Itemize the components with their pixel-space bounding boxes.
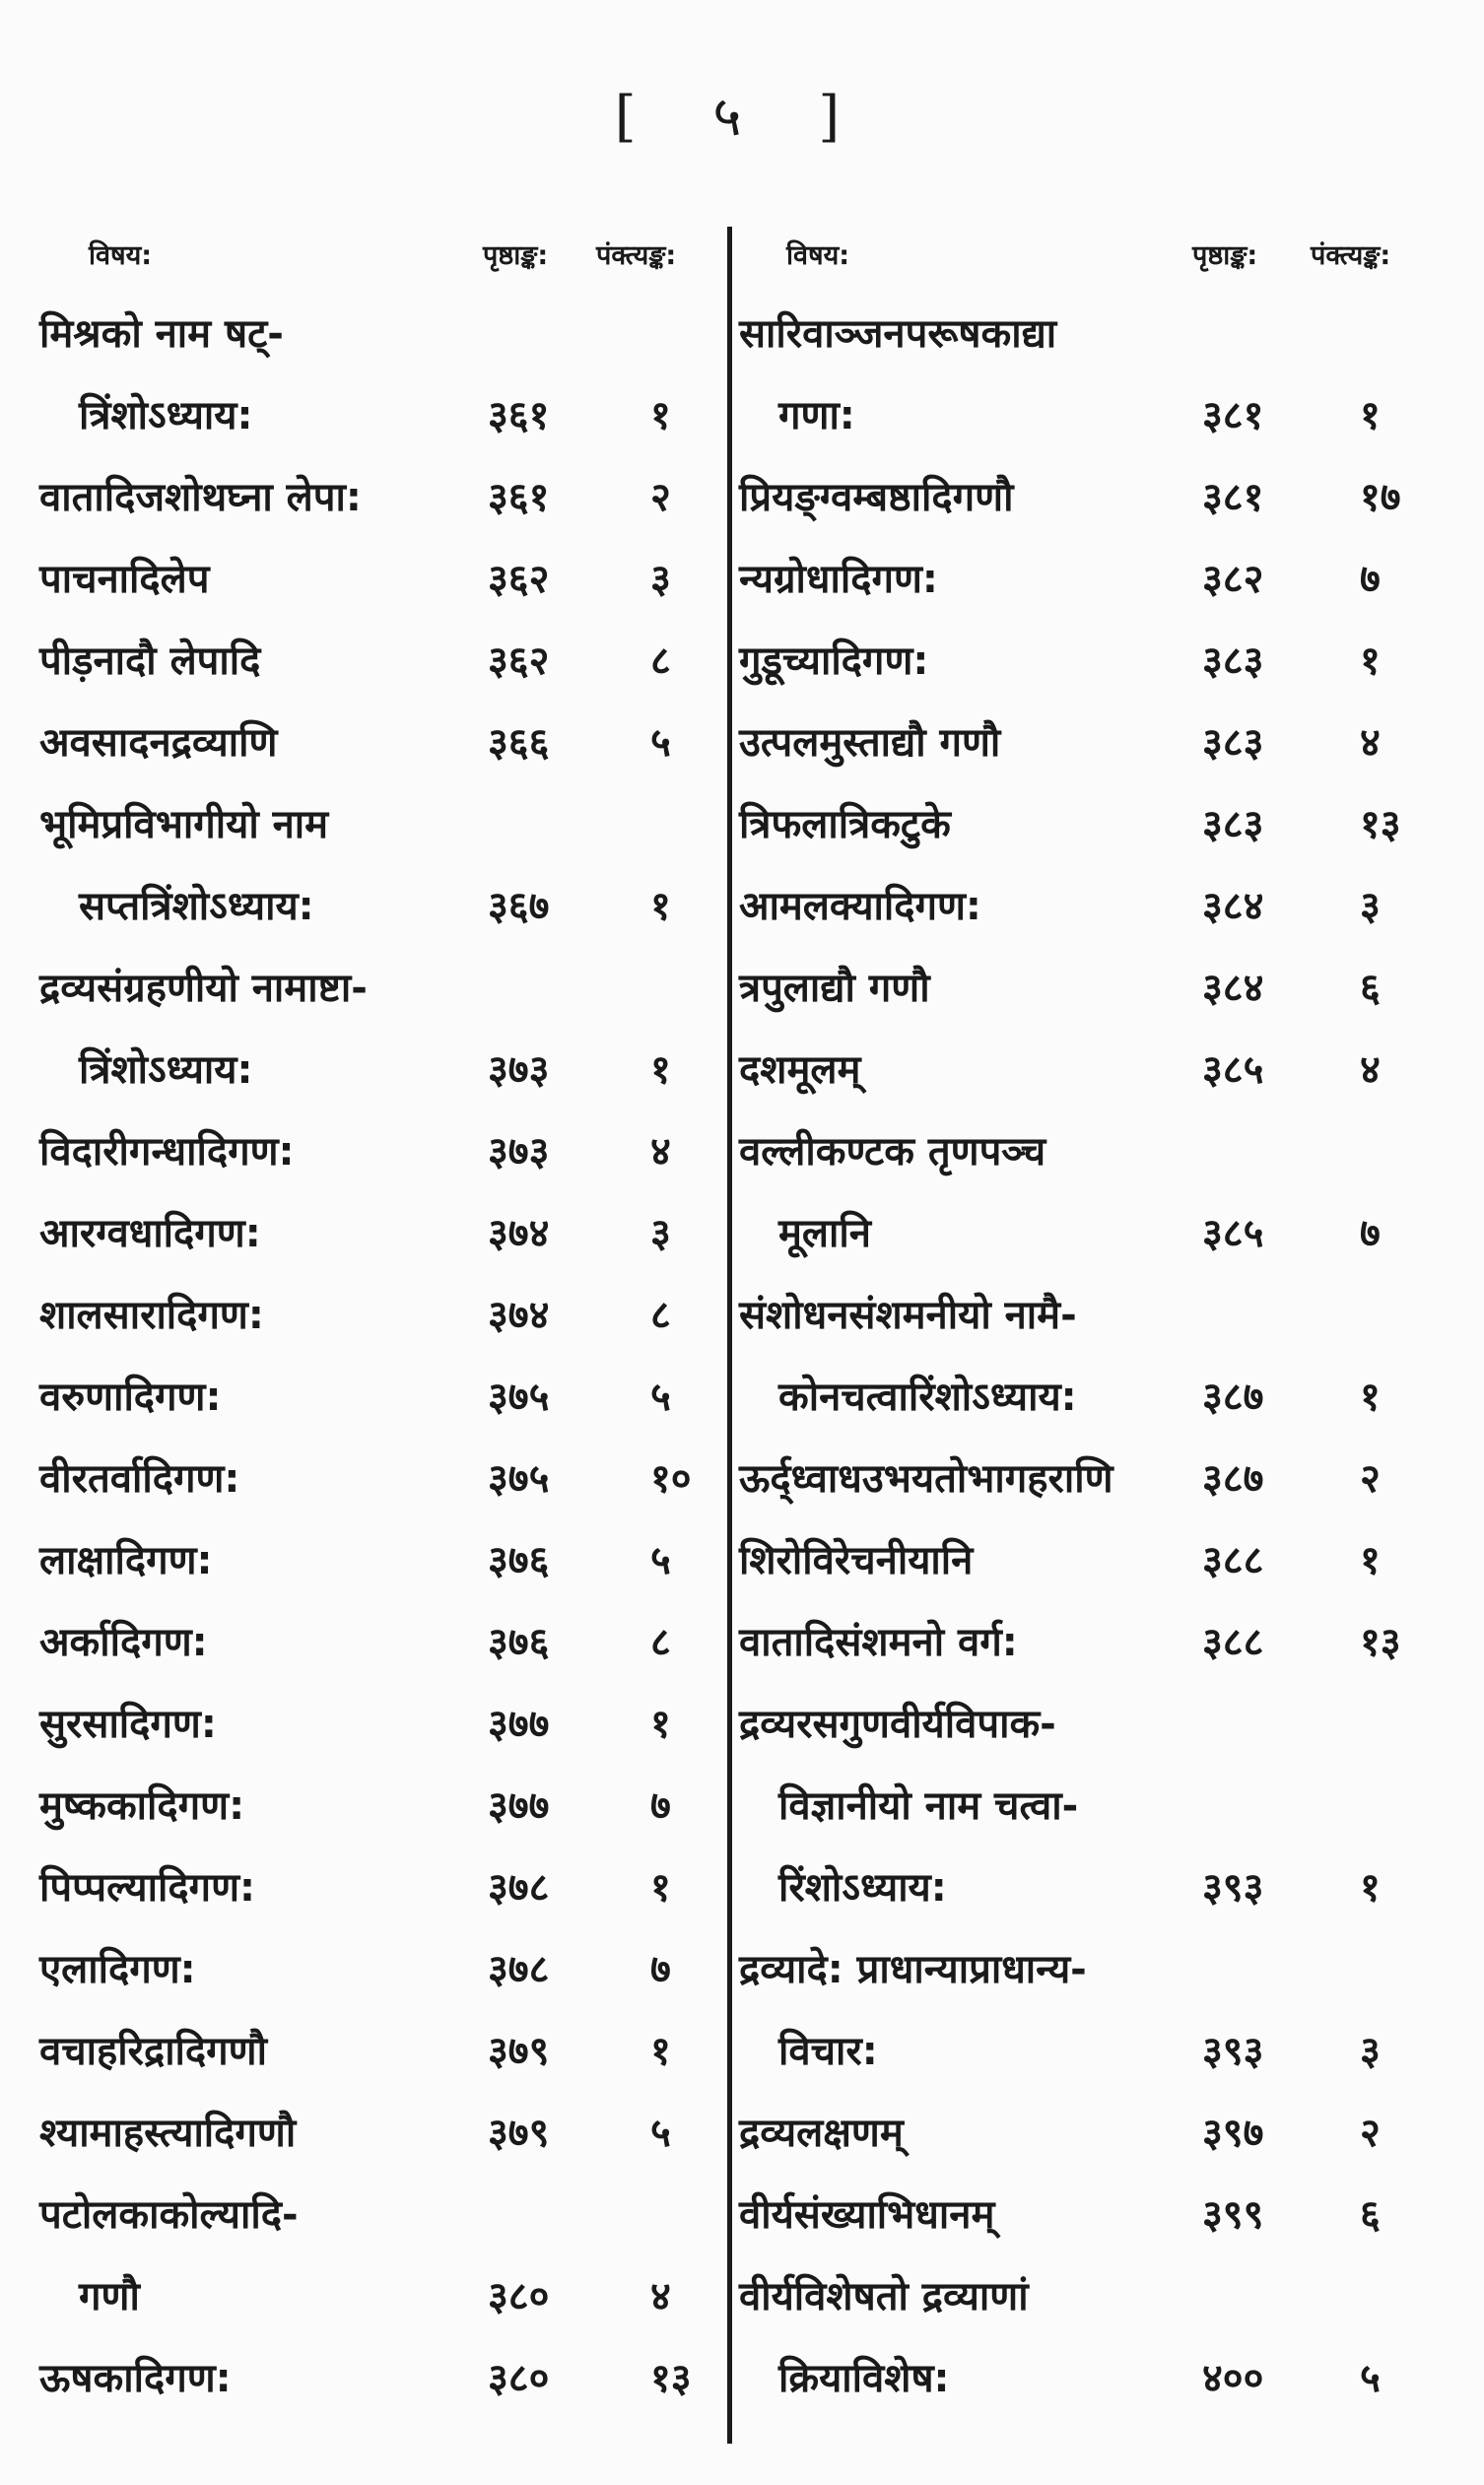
entry-topic: त्रिंशोऽध्याय: — [79, 1047, 253, 1093]
toc-entry — [739, 1354, 1458, 1436]
entry-topic: कोनचत्वारिंशोऽध्याय: — [778, 1375, 1077, 1420]
toc-entry — [39, 1354, 719, 1436]
entry-page: ३७७ — [488, 1702, 550, 1747]
toc-entry — [39, 863, 719, 945]
toc-entry — [39, 2008, 719, 2090]
entry-page: ३८० — [488, 2274, 550, 2319]
toc-entry — [39, 1517, 719, 1599]
entry-topic: मिश्रको नाम षट्- — [39, 311, 284, 357]
toc-entry — [739, 1027, 1458, 1108]
entry-topic: गुडूच्यादिगण: — [739, 638, 929, 684]
entry-topic: द्रव्यरसगुणवीर्यविपाक- — [739, 1702, 1056, 1747]
entry-line: ४ — [650, 1129, 671, 1175]
entry-page: ३६१ — [488, 393, 550, 438]
entry-page: ३८१ — [1202, 475, 1264, 520]
entry-topic: गणौ — [79, 2274, 140, 2319]
toc-entry — [739, 700, 1458, 781]
entry-topic: मुष्ककादिगण: — [39, 1783, 245, 1829]
entry-page: ३७५ — [488, 1375, 550, 1420]
entry-page: ३७५ — [488, 1456, 550, 1502]
entry-topic: सुरसादिगण: — [39, 1702, 217, 1747]
toc-entry — [39, 2253, 719, 2335]
toc-entry — [739, 291, 1458, 372]
entry-topic: द्रव्यसंग्रहणीयो नामाष्टा- — [39, 966, 368, 1011]
toc-entry — [739, 536, 1458, 618]
toc-entry — [739, 2008, 1458, 2090]
entry-topic: भूमिप्रविभागीयो नाम — [39, 802, 329, 847]
toc-entry — [739, 1681, 1458, 1763]
toc-entry — [739, 2172, 1458, 2253]
entry-page: ३७९ — [488, 2029, 550, 2074]
entry-line: ३ — [1360, 884, 1381, 929]
page-header: पृष्ठाङ्क: — [1192, 240, 1258, 271]
entry-topic: अर्कादिगण: — [39, 1620, 208, 1665]
page-header: पृष्ठाङ्क: — [483, 240, 549, 271]
entry-topic: रिंशोऽध्याय: — [778, 1865, 947, 1911]
toc-entry — [39, 1926, 719, 2008]
toc-entry — [39, 618, 719, 700]
entry-page: ३७७ — [488, 1783, 550, 1829]
toc-entry — [39, 945, 719, 1027]
toc-entry — [739, 2335, 1458, 2417]
entry-page: ३८५ — [1202, 1211, 1264, 1256]
entry-page: ४०० — [1202, 2356, 1264, 2401]
entry-topic: लाक्षादिगण: — [39, 1538, 213, 1583]
entry-topic: विदारीगन्धादिगण: — [39, 1129, 295, 1175]
entry-page: ३७६ — [488, 1538, 550, 1583]
entry-page: ३६१ — [488, 475, 550, 520]
toc-entry — [739, 1845, 1458, 1926]
entry-line: ४ — [650, 2274, 671, 2319]
toc-entry — [39, 1108, 719, 1190]
toc-entry — [739, 1926, 1458, 2008]
column-header — [739, 222, 1458, 291]
entry-line: १ — [650, 884, 671, 929]
entry-line: ७ — [650, 1783, 671, 1829]
column-header — [39, 222, 719, 291]
toc-entry — [739, 454, 1458, 536]
entry-page: ३७३ — [488, 1047, 550, 1093]
entry-topic: प्रियङ्ग्वम्बष्ठादिगणौ — [739, 475, 1014, 520]
entry-topic: विज्ञानीयो नाम चत्वा- — [778, 1783, 1079, 1829]
toc-list — [739, 291, 1458, 2417]
entry-topic: वीर्यसंख्याभिधानम् — [739, 2192, 995, 2238]
entry-line: ४ — [1360, 1047, 1381, 1093]
toc-entry — [39, 1272, 719, 1354]
toc-entry — [739, 1108, 1458, 1190]
entry-topic: वल्लीकण्टक तृणपञ्च — [739, 1129, 1046, 1175]
right-column — [739, 222, 1458, 2417]
entry-topic: दशमूलम् — [739, 1047, 861, 1093]
toc-entry — [39, 372, 719, 454]
entry-line: १ — [1360, 393, 1381, 438]
toc-entry — [739, 863, 1458, 945]
toc-entry — [739, 1599, 1458, 1681]
toc-entry — [39, 454, 719, 536]
entry-line: ५ — [650, 2111, 671, 2156]
entry-topic: सप्तत्रिंशोऽध्याय: — [79, 884, 314, 929]
toc-entry — [39, 2335, 719, 2417]
entry-topic: ऊर्द्ध्वाधउभयतोभागहराणि — [739, 1456, 1113, 1502]
toc-entry — [39, 1599, 719, 1681]
entry-page: ३७४ — [488, 1293, 550, 1338]
toc-entry — [39, 1845, 719, 1926]
entry-topic: पीड़नादौ लेपादि — [39, 638, 261, 684]
entry-page: ३८७ — [1202, 1375, 1264, 1420]
toc-entry — [739, 1190, 1458, 1272]
entry-line: १ — [1360, 1538, 1381, 1583]
toc-entry — [39, 2090, 719, 2172]
entry-topic: मूलानि — [778, 1211, 871, 1256]
entry-line: १ — [650, 1047, 671, 1093]
entry-line: २ — [650, 475, 671, 520]
entry-topic: द्रव्यादे: प्राधान्याप्राधान्य- — [739, 1947, 1087, 1992]
entry-line: १ — [1360, 1865, 1381, 1911]
toc-entry — [39, 1190, 719, 1272]
entry-line: १७ — [1360, 475, 1401, 520]
entry-page: ३७६ — [488, 1620, 550, 1665]
toc-list — [39, 291, 719, 2417]
entry-line: ७ — [1360, 557, 1381, 602]
entry-page: ३७९ — [488, 2111, 550, 2156]
entry-topic: पटोलकाकोल्यादि- — [39, 2192, 299, 2238]
toc-entry — [39, 291, 719, 372]
entry-line: ६ — [1360, 2192, 1381, 2238]
entry-page: ३९७ — [1202, 2111, 1264, 2156]
entry-topic: संशोधनसंशमनीयो नामै- — [739, 1293, 1077, 1338]
entry-page: ३८० — [488, 2356, 550, 2401]
entry-line: १ — [1360, 1375, 1381, 1420]
entry-page: ३९९ — [1202, 2192, 1264, 2238]
entry-line: ५ — [650, 1538, 671, 1583]
entry-line: ७ — [650, 1947, 671, 1992]
entry-topic: शिरोविरेचनीयानि — [739, 1538, 974, 1583]
entry-line: १ — [1360, 638, 1381, 684]
entry-line: ३ — [650, 557, 671, 602]
toc-entry — [739, 1272, 1458, 1354]
entry-topic: न्यग्रोधादिगण: — [739, 557, 938, 602]
entry-line: ३ — [1360, 2029, 1381, 2074]
entry-topic: वरुणादिगण: — [39, 1375, 222, 1420]
entry-page: ३९३ — [1202, 2029, 1264, 2074]
entry-topic: गणा: — [778, 393, 855, 438]
entry-page: ३७८ — [488, 1947, 550, 1992]
entry-page: ३६६ — [488, 720, 550, 766]
toc-entry — [739, 1436, 1458, 1517]
toc-entry — [39, 1027, 719, 1108]
toc-entry — [739, 372, 1458, 454]
entry-line: १ — [650, 1702, 671, 1747]
line-header: पंक्त्यङ्क: — [1311, 240, 1391, 271]
entry-topic: त्रपुलाद्यौ गणौ — [739, 966, 930, 1011]
entry-page: ३८२ — [1202, 557, 1264, 602]
entry-topic: पाचनादिलेप — [39, 557, 210, 602]
toc-entry — [39, 700, 719, 781]
entry-page: ३७८ — [488, 1865, 550, 1911]
entry-line: ५ — [1360, 2356, 1381, 2401]
entry-topic: सारिवाञ्जनपरूषकाद्या — [739, 311, 1057, 357]
entry-line: २ — [1360, 1456, 1381, 1502]
entry-line: ८ — [650, 1620, 671, 1665]
toc-entry — [39, 2172, 719, 2253]
entry-line: १३ — [1360, 1620, 1401, 1665]
toc-entry — [39, 1436, 719, 1517]
entry-line: ५ — [650, 720, 671, 766]
toc-entry — [739, 1763, 1458, 1845]
entry-line: १३ — [1360, 802, 1401, 847]
toc-entry — [39, 1763, 719, 1845]
entry-topic: द्रव्यलक्षणम् — [739, 2111, 904, 2156]
entry-page: ३८३ — [1202, 802, 1264, 847]
column-divider — [727, 227, 732, 2444]
entry-line: ४ — [1360, 720, 1381, 766]
entry-topic: आमलक्यादिगण: — [739, 884, 981, 929]
entry-line: ८ — [650, 1293, 671, 1338]
toc-entry — [739, 1517, 1458, 1599]
entry-page: ३८५ — [1202, 1047, 1264, 1093]
entry-topic: आरग्वधादिगण: — [39, 1211, 261, 1256]
entry-line: ७ — [1360, 1211, 1381, 1256]
entry-topic: श्यामाहस्त्यादिगणौ — [39, 2111, 297, 2156]
entry-page: ३८८ — [1202, 1538, 1264, 1583]
toc-entry — [739, 2090, 1458, 2172]
entry-line: ५ — [650, 1375, 671, 1420]
line-header: पंक्त्यङ्क: — [596, 240, 677, 271]
entry-topic: वीर्यविशेषतो द्रव्याणां — [739, 2274, 1029, 2319]
entry-line: ८ — [650, 638, 671, 684]
entry-page: ३७४ — [488, 1211, 550, 1256]
toc-entry — [739, 945, 1458, 1027]
entry-line: २ — [1360, 2111, 1381, 2156]
entry-topic: ऊषकादिगण: — [39, 2356, 232, 2401]
subject-header: विषय: — [89, 240, 153, 271]
entry-page: ३६२ — [488, 638, 550, 684]
entry-topic: शालसारादिगण: — [39, 1293, 264, 1338]
entry-line: ६ — [1360, 966, 1381, 1011]
entry-page: ३८४ — [1202, 884, 1264, 929]
entry-page: ३६७ — [488, 884, 550, 929]
entry-topic: वातादिजशोथघ्ना लेपा: — [39, 475, 362, 520]
entry-page: ३८३ — [1202, 638, 1264, 684]
entry-line: १० — [650, 1456, 692, 1502]
entry-page: ३६२ — [488, 557, 550, 602]
entry-page: ३८८ — [1202, 1620, 1264, 1665]
toc-entry — [739, 618, 1458, 700]
entry-line: १ — [650, 1865, 671, 1911]
entry-topic: उत्पलमुस्ताद्यौ गणौ — [739, 720, 1001, 766]
subject-header: विषय: — [786, 240, 850, 271]
entry-page: ३८७ — [1202, 1456, 1264, 1502]
toc-entry — [739, 2253, 1458, 2335]
toc-entry — [39, 536, 719, 618]
entry-line: १३ — [650, 2356, 692, 2401]
entry-topic: क्रियाविशेष: — [778, 2356, 950, 2401]
entry-topic: वचाहरिद्रादिगणौ — [39, 2029, 267, 2074]
entry-page: ३८१ — [1202, 393, 1264, 438]
entry-topic: वीरतर्वादिगण: — [39, 1456, 240, 1502]
entry-page: ३७३ — [488, 1129, 550, 1175]
entry-topic: वातादिसंशमनो वर्ग: — [739, 1620, 1018, 1665]
left-column — [39, 222, 719, 2417]
toc-entry — [739, 781, 1458, 863]
entry-topic: अवसादनद्रव्याणि — [39, 720, 278, 766]
toc-entry — [39, 1681, 719, 1763]
entry-topic: एलादिगण: — [39, 1947, 196, 1992]
entry-page: ३८३ — [1202, 720, 1264, 766]
entry-page: ३९३ — [1202, 1865, 1264, 1911]
entry-topic: त्रिफलात्रिकटुके — [739, 802, 951, 847]
entry-line: ३ — [650, 1211, 671, 1256]
page-number: [ ५ ] — [614, 85, 870, 149]
entry-line: १ — [650, 2029, 671, 2074]
entry-topic: त्रिंशोऽध्याय: — [79, 393, 253, 438]
entry-line: १ — [650, 393, 671, 438]
entry-page: ३८४ — [1202, 966, 1264, 1011]
toc-entry — [39, 781, 719, 863]
entry-topic: पिप्पल्यादिगण: — [39, 1865, 255, 1911]
entry-topic: विचार: — [778, 2029, 878, 2074]
